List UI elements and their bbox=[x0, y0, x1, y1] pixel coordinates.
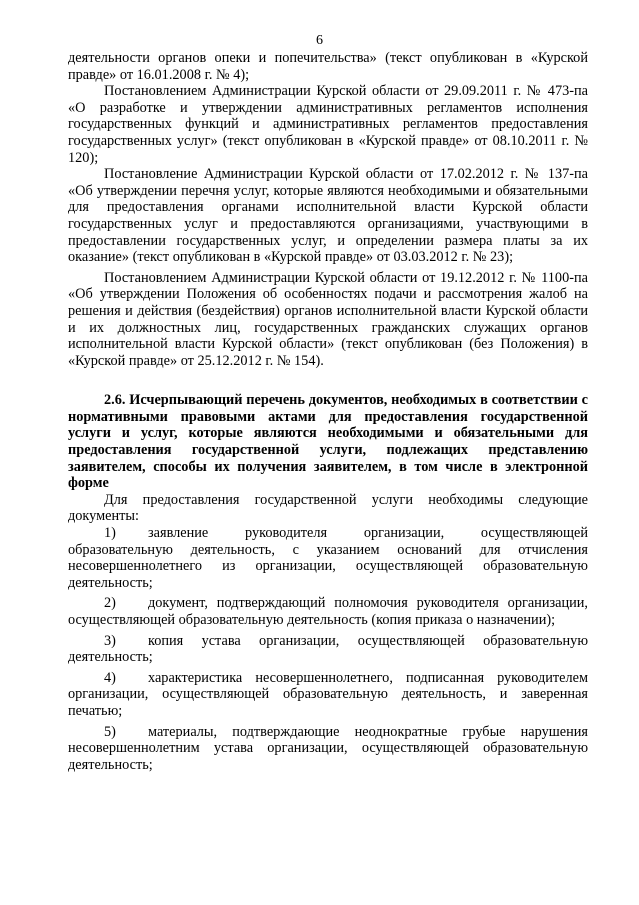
paragraph: Постановлением Администрации Курской области от 29.09.2011 г. № 473-па «О разработке и утверждении административных регламентов исполнения государственных функций и административных регламентов предоставления государственных услуг» (текст опубликован в «Курской правде» от 08.10.2011 г. № 120); bbox=[68, 83, 588, 166]
paragraph: Постановлением Администрации Курской области от 19.12.2012 г. № 1100-па «Об утверждении Положения об особенностях подачи и рассмотрения жалоб на решения и действия (бездействия) органов исполнительной власти Курской области и их должностных лиц, государственных гражданских служащих органов исполнительной власти Курской области» (текст опубликован (без Положения) в «Курской правде» от 25.12.2012 г. № 154). bbox=[68, 269, 588, 369]
list-item-number: 2) bbox=[104, 595, 116, 612]
list-item bbox=[68, 670, 588, 720]
list-item-text: характеристика несовершеннолетнего, подписанная руководителем организации, осуществляющей образовательную деятельность, и заверенная печатью; bbox=[68, 669, 588, 719]
list-item-text: заявление руководителя организации, осуществляющей образовательную деятельность, с указанием оснований для отчисления несовершеннолетнего из организации, осуществляющей образовательную деятельность; bbox=[68, 525, 588, 591]
paragraph: деятельности органов опеки и попечительства» (текст опубликован в «Курской правде» от 16.01.2008 г. № 4); bbox=[68, 50, 588, 83]
document-body bbox=[68, 50, 588, 773]
list-item bbox=[68, 525, 588, 591]
list-item-number: 3) bbox=[104, 632, 116, 649]
list-item-text: копия устава организации, осуществляющей образовательную деятельность; bbox=[68, 632, 588, 666]
list-item bbox=[68, 633, 588, 666]
page-number: 6 bbox=[316, 33, 323, 48]
list-item bbox=[68, 724, 588, 774]
paragraph: Постановление Администрации Курской области от 17.02.2012 г. № 137-па «Об утверждении перечня услуг, которые являются необходимыми и обязательными для предоставления органами исполнительной власти Курской области государственных услуг и предоставляются организациями, участвующими в предоставлении государственных услуг, и определении размера платы за их оказание» (текст опубликован в «Курской правде» от 03.03.2012 г. № 23); bbox=[68, 166, 588, 266]
section-heading: 2.6. Исчерпывающий перечень документов, необходимых в соответствии с нормативными правовыми актами для предоставления государственной услуги и услуг, которые являются необходимыми и обязательными для предоставления государственной услуги, подлежащих представлению заявителем, способы их получения заявителем, в том числе в электронной форме bbox=[68, 392, 588, 492]
intro-paragraph: Для предоставления государственной услуги необходимы следующие документы: bbox=[68, 491, 588, 525]
list-item-text: документ, подтверждающий полномочия руководителя организации, осуществляющей образовательную деятельность (копия приказа о назначении); bbox=[68, 595, 588, 628]
list-item-number: 1) bbox=[104, 525, 116, 542]
list-item-text: материалы, подтверждающие неоднократные грубые нарушения несовершеннолетним устава организации, осуществляющей образовательную деятельность; bbox=[68, 723, 588, 773]
list-item bbox=[68, 595, 588, 628]
list-item-number: 4) bbox=[104, 669, 116, 686]
list-item-number: 5) bbox=[104, 723, 116, 740]
